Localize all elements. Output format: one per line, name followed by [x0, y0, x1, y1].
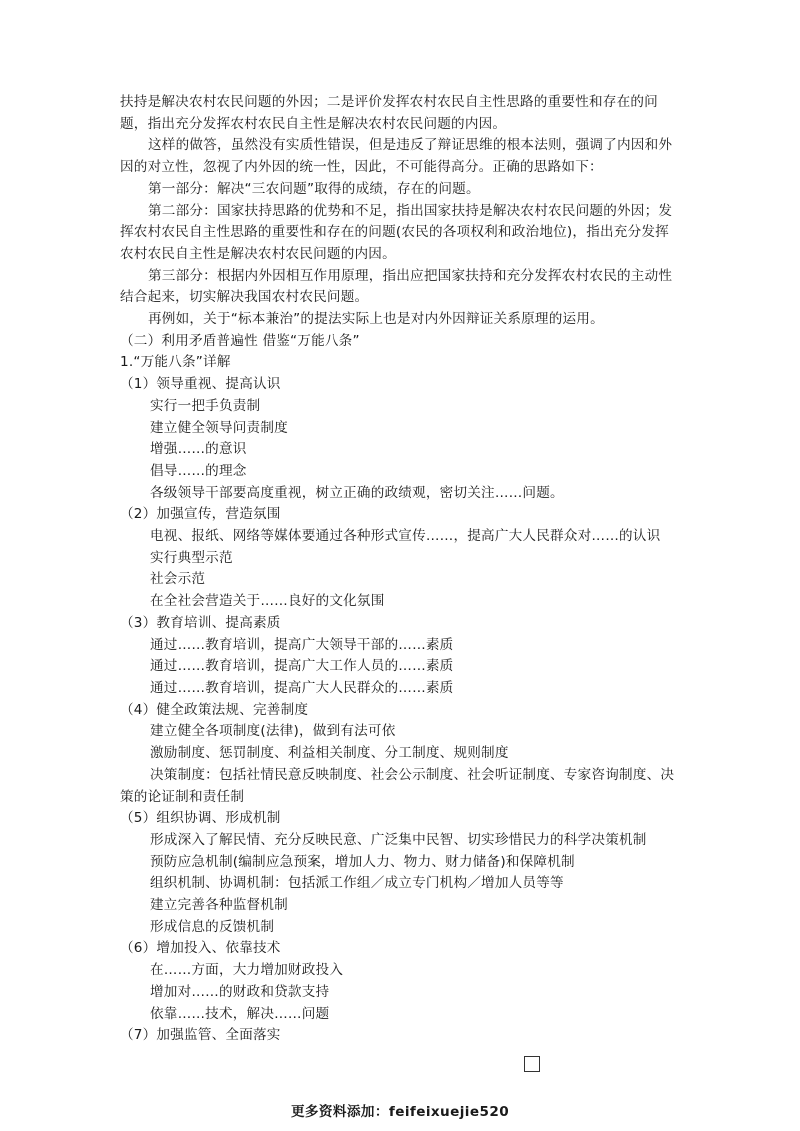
section-title: （二）利用矛盾普遍性 借鉴“万能八条”	[120, 332, 360, 349]
group-title: （1）领导重视、提高认识	[120, 376, 281, 393]
part-2: 第二部分：国家扶持思路的优势和不足，指出国家扶持是解决农村农民问题的外因；发挥农村农民自主性思路的重要性和存在的问题(农民的各项权利和政治地位)，指出充分发挥农村农民自主性是解决农村农民问题的内因。	[120, 202, 673, 262]
list-item: 社会示范	[150, 571, 206, 588]
list-item: 实行一把手负责制	[150, 397, 261, 414]
list-item: 在全社会营造关于……良好的文化氛围	[150, 593, 385, 610]
list-item: 预防应急机制(编制应急预案，增加人力、物力、财力储备)和保障机制	[150, 853, 575, 870]
list-item: 建立完善各种监督机制	[150, 897, 288, 914]
subsection-title: 1.“万能八条”详解	[120, 354, 231, 371]
footer-note: 更多资料添加：feifeixuejie520	[290, 1104, 510, 1120]
list-item: 各级领导干部要高度重视，树立正确的政绩观，密切关注……问题。	[150, 484, 564, 501]
intro-paragraph-1: 扶持是解决农村农民问题的外因；二是评价发挥农村农民自主性思路的重要性和存在的问题，指出充分发挥农村农民自主性是解决农村农民问题的内因。	[120, 94, 658, 132]
list-item: 通过……教育培训，提高广大领导干部的……素质	[150, 636, 454, 653]
list-item: 组织机制、协调机制：包括派工作组／成立专门机构／增加人员等等	[150, 875, 564, 892]
list-item: 电视、报纸、网络等媒体要通过各种形式宣传……，提高广大人民群众对……的认识	[150, 528, 661, 545]
list-item: 依靠……技术，解决……问题	[150, 1005, 330, 1022]
group-title: （6）增加投入、依靠技术	[120, 940, 281, 957]
part-3: 第三部分：根据内外因相互作用原理，指出应把国家扶持和充分发挥农村农民的主动性结合起来，切实解决我国农村农民问题。	[120, 267, 673, 306]
list-item: 增加对……的财政和贷款支持	[150, 983, 330, 1000]
list-item: 形成深入了解民情、充分反映民意、广泛集中民智、切实珍惜民力的科学决策机制	[150, 831, 647, 848]
document-body	[120, 92, 682, 1047]
group-title: （4）健全政策法规、完善制度	[120, 701, 309, 718]
group-title: （3）教育培训、提高素质	[120, 614, 281, 631]
list-item: 建立健全领导问责制度	[150, 419, 288, 436]
checkbox[interactable]	[524, 1056, 540, 1072]
group-title: （2）加强宣传，营造氛围	[120, 506, 281, 523]
list-item: 激励制度、惩罚制度、利益相关制度、分工制度、规则制度	[150, 745, 509, 762]
list-item: 形成信息的反馈机制	[150, 918, 275, 935]
group-title: （7）加强监管、全面落实	[120, 1027, 281, 1044]
example-paragraph: 再例如，关于“标本兼治”的提法实际上也是对内外因辩证关系原理的运用。	[148, 311, 604, 328]
list-item: 决策制度：包括社情民意反映制度、社会公示制度、社会听证制度、专家咨询制度、决策的论证制和责任制	[120, 766, 675, 805]
intro-paragraph-2: 这样的做答，虽然没有实质性错误，但是违反了辩证思维的根本法则，强调了内因和外因的对立性，忽视了内外因的统一性，因此，不可能得高分。正确的思路如下：	[120, 137, 673, 176]
part-1: 第一部分：解决“三农问题”取得的成绩，存在的问题。	[148, 180, 480, 197]
list-item: 在……方面，大力增加财政投入	[150, 962, 344, 979]
group-title: （5）组织协调、形成机制	[120, 810, 281, 827]
list-item: 增强……的意识	[150, 441, 247, 458]
list-item: 实行典型示范	[150, 549, 233, 566]
list-item: 通过……教育培训，提高广大工作人员的……素质	[150, 658, 454, 675]
list-item: 通过……教育培训，提高广大人民群众的……素质	[150, 679, 454, 696]
list-item: 建立健全各项制度(法律)，做到有法可依	[150, 723, 396, 740]
list-item: 倡导……的理念	[150, 462, 247, 479]
